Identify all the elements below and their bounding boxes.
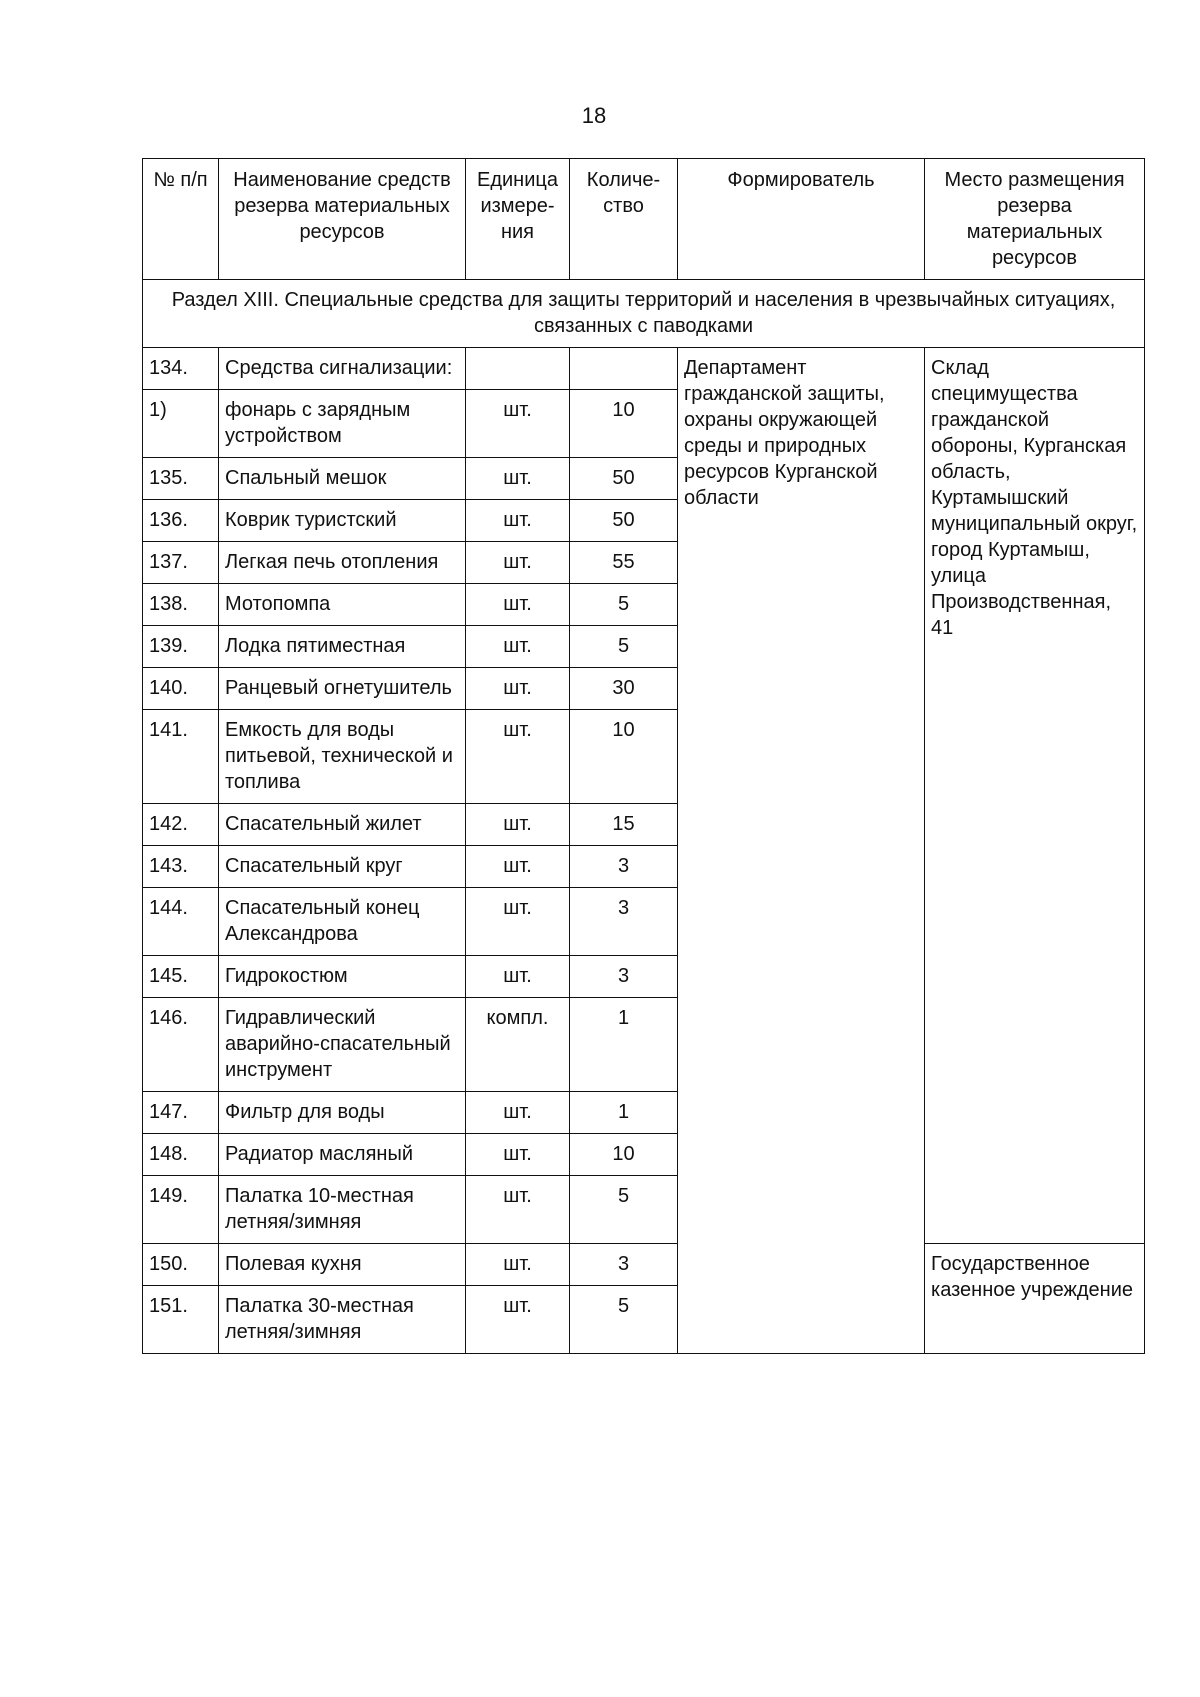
row-unit: шт. (466, 1092, 570, 1134)
table-header-row (143, 159, 1145, 280)
row-number: 137. (143, 542, 219, 584)
row-quantity: 50 (570, 500, 678, 542)
row-name: Гидравлический аварийно-спасательный инструмент (219, 998, 466, 1092)
header-number: № п/п (143, 159, 219, 280)
row-name: Гидрокостюм (219, 956, 466, 998)
header-unit: Единица измере-ния (466, 159, 570, 280)
row-quantity: 15 (570, 804, 678, 846)
section-title: Раздел XIII. Специальные средства для защиты территорий и населения в чрезвычайных ситуациях, связанных с паводками (143, 280, 1145, 348)
header-quantity: Количе-ство (570, 159, 678, 280)
row-name: Спасательный жилет (219, 804, 466, 846)
row-name: Лодка пятиместная (219, 626, 466, 668)
row-quantity: 55 (570, 542, 678, 584)
place-cell-warehouse: Склад специмущества гражданской обороны, Курганская область, Куртамышский муниципальный округ, город Куртамыш, улица Производственная, 41 (925, 348, 1145, 1244)
row-name: Средства сигнализации: (219, 348, 466, 390)
table-row (143, 348, 1145, 390)
row-quantity: 30 (570, 668, 678, 710)
page-number: 18 (581, 103, 607, 128)
header-name: Наименование средств резерва материальных ресурсов (219, 159, 466, 280)
section-row (143, 280, 1145, 348)
place-cell-institution: Государственное казенное учреждение (925, 1244, 1145, 1354)
row-name: Спасательный круг (219, 846, 466, 888)
row-unit: шт. (466, 668, 570, 710)
row-unit: шт. (466, 542, 570, 584)
row-number: 141. (143, 710, 219, 804)
row-unit: шт. (466, 500, 570, 542)
row-unit: шт. (466, 1134, 570, 1176)
row-number: 147. (143, 1092, 219, 1134)
row-quantity: 50 (570, 458, 678, 500)
row-name: Легкая печь отопления (219, 542, 466, 584)
row-number: 148. (143, 1134, 219, 1176)
row-quantity: 1 (570, 998, 678, 1092)
reserve-table (142, 158, 1145, 1354)
row-number: 134. (143, 348, 219, 390)
row-quantity: 3 (570, 956, 678, 998)
row-quantity: 10 (570, 710, 678, 804)
row-unit (466, 348, 570, 390)
row-unit: компл. (466, 998, 570, 1092)
row-quantity: 3 (570, 888, 678, 956)
row-name: Палатка 30-местная летняя/зимняя (219, 1286, 466, 1354)
row-number: 146. (143, 998, 219, 1092)
row-name: Палатка 10-местная летняя/зимняя (219, 1176, 466, 1244)
row-name: Коврик туристский (219, 500, 466, 542)
header-place: Место размещения резерва материальных ресурсов (925, 159, 1145, 280)
row-number: 142. (143, 804, 219, 846)
row-name: Ранцевый огнетушитель (219, 668, 466, 710)
row-quantity: 5 (570, 1286, 678, 1354)
row-number: 139. (143, 626, 219, 668)
row-name: фонарь с зарядным устройством (219, 390, 466, 458)
row-number: 135. (143, 458, 219, 500)
row-number: 138. (143, 584, 219, 626)
row-unit: шт. (466, 1244, 570, 1286)
row-unit: шт. (466, 584, 570, 626)
row-unit: шт. (466, 804, 570, 846)
row-number: 1) (143, 390, 219, 458)
former-cell: Департамент гражданской защиты, охраны окружающей среды и природных ресурсов Курганской области (678, 348, 925, 1354)
row-quantity: 5 (570, 584, 678, 626)
row-number: 150. (143, 1244, 219, 1286)
row-quantity (570, 348, 678, 390)
row-quantity: 5 (570, 626, 678, 668)
row-unit: шт. (466, 710, 570, 804)
row-number: 144. (143, 888, 219, 956)
row-unit: шт. (466, 846, 570, 888)
row-unit: шт. (466, 1176, 570, 1244)
row-quantity: 3 (570, 846, 678, 888)
row-quantity: 10 (570, 390, 678, 458)
row-unit: шт. (466, 390, 570, 458)
row-unit: шт. (466, 458, 570, 500)
header-former: Формирователь (678, 159, 925, 280)
row-number: 136. (143, 500, 219, 542)
row-unit: шт. (466, 626, 570, 668)
row-name: Емкость для воды питьевой, технической и топлива (219, 710, 466, 804)
row-name: Спальный мешок (219, 458, 466, 500)
row-number: 151. (143, 1286, 219, 1354)
row-name: Полевая кухня (219, 1244, 466, 1286)
row-name: Мотопомпа (219, 584, 466, 626)
row-unit: шт. (466, 1286, 570, 1354)
row-quantity: 1 (570, 1092, 678, 1134)
row-name: Спасательный конец Александрова (219, 888, 466, 956)
row-number: 140. (143, 668, 219, 710)
row-unit: шт. (466, 888, 570, 956)
row-quantity: 10 (570, 1134, 678, 1176)
row-number: 143. (143, 846, 219, 888)
row-name: Радиатор масляный (219, 1134, 466, 1176)
row-number: 145. (143, 956, 219, 998)
row-unit: шт. (466, 956, 570, 998)
row-number: 149. (143, 1176, 219, 1244)
row-name: Фильтр для воды (219, 1092, 466, 1134)
row-quantity: 5 (570, 1176, 678, 1244)
table-row (143, 1244, 1145, 1286)
row-quantity: 3 (570, 1244, 678, 1286)
